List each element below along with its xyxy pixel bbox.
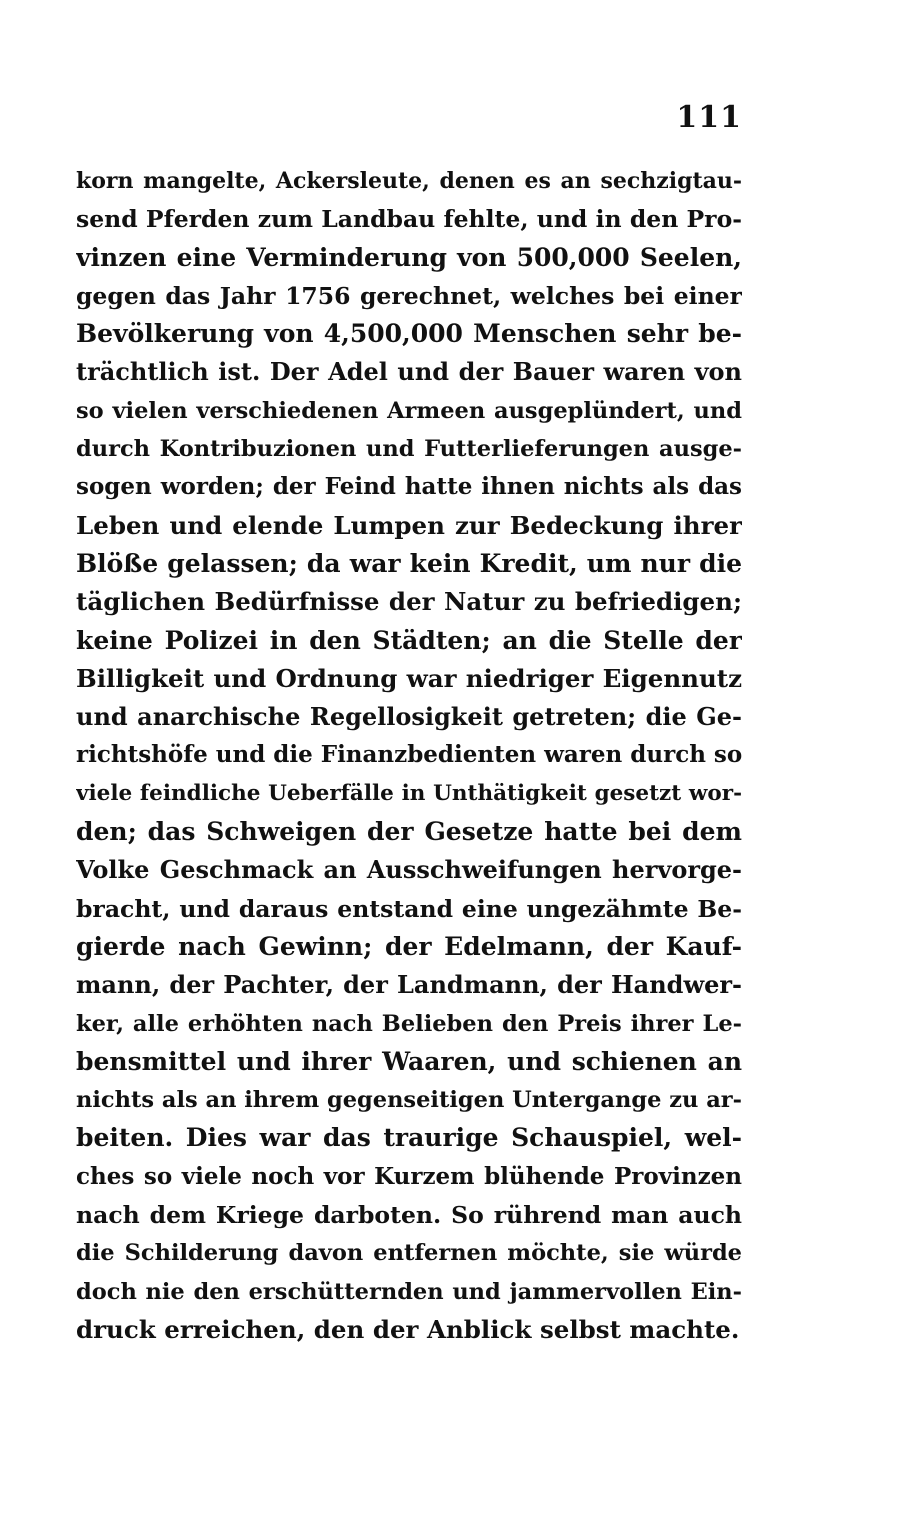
text-line: nach dem Kriege darboten. So rührend man auch (76, 1201, 742, 1230)
text-line: Leben und elende Lumpen zur Bedeckung ihrer (76, 510, 742, 540)
text-line: und anarchische Regellosigkeit getreten; die Ge- (76, 702, 742, 732)
text-line: doch nie den erschütternden und jammervollen Ein- (76, 1278, 742, 1305)
text-line: die Schilderung davon entfernen möchte, sie würde (76, 1240, 742, 1267)
text-line: viele feindliche Ueberfälle in Unthätigkeit gesetzt wor- (76, 780, 742, 806)
text-line: vinzen eine Verminderung von 500,000 Seelen, (76, 242, 742, 272)
text-line: richtshöfe und die Finanzbedienten waren durch so (76, 741, 742, 769)
text-line: korn mangelte, Ackersleute, denen es an sechzigtau- (76, 168, 742, 194)
text-line: bensmittel und ihrer Waaren, und schienen an (76, 1046, 742, 1076)
text-line: so vielen verschiedenen Armeen ausgeplündert, und (76, 397, 742, 424)
text-line: trächtlich ist. Der Adel und der Bauer waren von (76, 357, 742, 387)
text-line: Blöße gelassen; da war kein Kredit, um nur die (76, 548, 742, 578)
text-line: nichts als an ihrem gegenseitigen Untergange zu ar- (76, 1087, 742, 1114)
text-line: gegen das Jahr 1756 gerechnet, welches bei einer (76, 281, 742, 310)
text-line: Billigkeit und Ordnung war niedriger Eigennutz (76, 663, 742, 693)
text-line: durch Kontribuzionen und Futterlieferungen ausge- (76, 436, 742, 463)
text-line: ker, alle erhöhten nach Belieben den Preis ihrer Le- (76, 1010, 742, 1037)
text-line: keine Polizei in den Städten; an die Stelle der (76, 625, 742, 655)
text-line: Bevölkerung von 4,500,000 Menschen sehr be- (76, 319, 742, 349)
text-line: beiten. Dies war das traurige Schauspiel, wel- (76, 1123, 742, 1153)
text-line: täglichen Bedürfnisse der Natur zu befriedigen; (76, 587, 742, 617)
text-line: send Pferden zum Landbau fehlte, und in den Pro- (76, 205, 742, 234)
text-line: ches so viele noch vor Kurzem blühende Provinzen (76, 1162, 742, 1190)
text-line: mann, der Pachter, der Landmann, der Handwer- (76, 970, 742, 1000)
text-line: den; das Schweigen der Gesetze hatte bei dem (76, 817, 742, 847)
text-line: bracht, und daraus entstand eine ungezähmte Be- (76, 894, 742, 923)
text-line: sogen worden; der Feind hatte ihnen nichts als das (76, 473, 742, 501)
text-line: druck erreichen, den der Anblick selbst machte. (76, 1314, 740, 1344)
body-text (76, 162, 742, 1349)
text-line: gierde nach Gewinn; der Edelmann, der Kauf- (76, 931, 742, 961)
text-line: Volke Geschmack an Ausschweifungen hervorge- (76, 855, 742, 885)
page-number: 111 (676, 100, 742, 135)
